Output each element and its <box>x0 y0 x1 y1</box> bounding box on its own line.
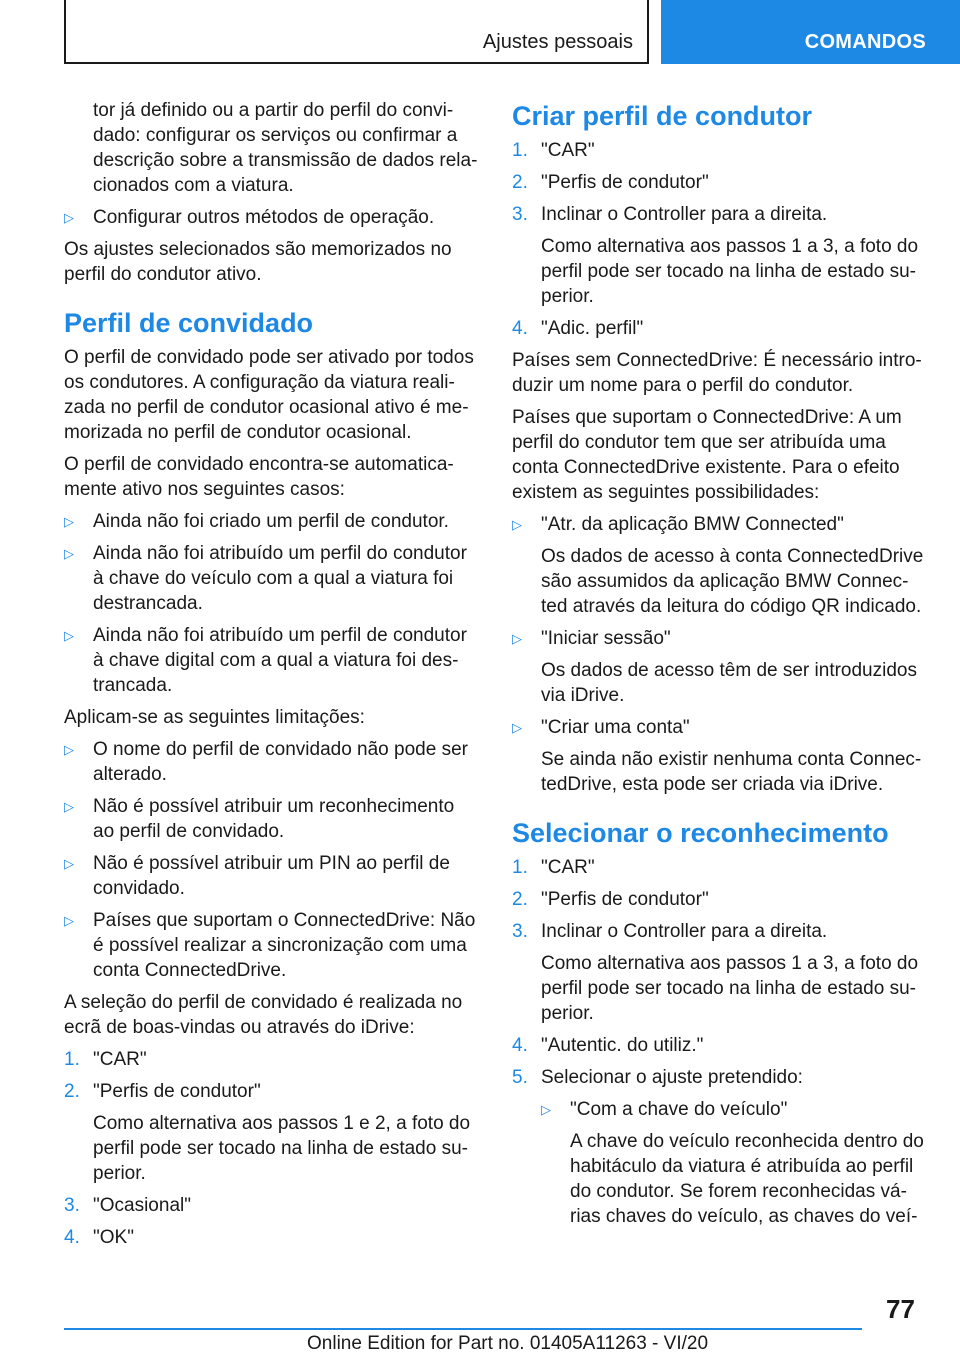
guest-profile-heading: Perfil de convidado <box>64 308 314 338</box>
step-item: 5. Selecionar o ajuste pretendido: <box>512 1067 803 1088</box>
option-note: Se ainda não existir nenhuma conta Connec-tedDrive, esta pode ser criada via iDrive. <box>541 749 922 795</box>
selection-paragraph: A seleção do perfil de convidado é realizada no ecrã de boas-vindas ou através do iDrive: <box>64 992 463 1038</box>
select-recognition-heading: Selecionar o reconhecimento <box>512 818 889 848</box>
header-section-box <box>64 0 649 64</box>
list-item: ▷ Não é possível atribuir um PIN ao perfil de convidado. <box>64 853 450 899</box>
no-connecteddrive-paragraph: Países sem ConnectedDrive: É necessário intro-duzir um nome para o perfil do condutor. <box>512 350 922 396</box>
list-item: ▷ "Iniciar sessão" <box>512 628 671 649</box>
triangle-bullet-icon: ▷ <box>64 546 74 561</box>
triangle-bullet-icon: ▷ <box>512 720 522 735</box>
left-column <box>64 98 480 1257</box>
step-item: 2. "Perfis de condutor" <box>64 1081 261 1102</box>
header-chapter-tab <box>661 0 960 64</box>
header-chapter-title: COMANDOS <box>804 31 926 53</box>
guest-paragraph-1: O perfil de convidado pode ser ativado por todos os condutores. A configuração da viatura reali-zada no perfil de condutor ocasional ativo é me-morizada no perfil de condutor ocasional. <box>64 347 474 443</box>
step-number: 1. <box>512 140 528 161</box>
guest-paragraph-2: O perfil de convidado encontra-se automatica-mente ativo nos seguintes casos: <box>64 454 454 500</box>
list-item: ▷ Países que suportam o ConnectedDrive: Não é possível realizar a sincronização com uma conta ConnectedDrive. <box>64 910 476 981</box>
list-item: ▷ Ainda não foi atribuído um perfil de condutor à chave digital com a qual a viatura foi des-trancada. <box>64 625 467 696</box>
sub-option-note: A chave do veículo reconhecida dentro do habitáculo da viatura é atribuída ao perfil do condutor. Se forem reconhecidas vá-rias chaves do veículo, as chaves do veí- <box>570 1131 924 1227</box>
list-item: ▷ Ainda não foi atribuído um perfil do condutor à chave do veículo com a qual a viatura foi destrancada. <box>64 543 467 614</box>
page-number: 77 <box>886 1294 915 1324</box>
step-item: 3. Inclinar o Controller para a direita. <box>512 921 828 942</box>
step-number: 4. <box>64 1227 80 1248</box>
right-column <box>512 98 932 1236</box>
list-item: ▷ Configurar outros métodos de operação. <box>64 207 435 228</box>
step-item: 2. "Perfis de condutor" <box>512 172 709 193</box>
step-number: 3. <box>64 1195 80 1216</box>
step-item: 2. "Perfis de condutor" <box>512 889 709 910</box>
triangle-bullet-icon: ▷ <box>64 628 74 643</box>
step-note: Como alternativa aos passos 1 e 2, a foto do perfil pode ser tocado na linha de estado su-perior. <box>93 1113 471 1184</box>
step-note: Como alternativa aos passos 1 a 3, a foto do perfil pode ser tocado na linha de estado su-perior. <box>541 953 919 1024</box>
step-number: 2. <box>512 889 528 910</box>
step-number: 3. <box>512 204 528 225</box>
intro-paragraph: tor já definido ou a partir do perfil do convi- dado: configurar os serviços ou confirmar a descrição sobre a transmissão de dados rela- cionados com a viatura. <box>93 100 478 196</box>
step-number: 4. <box>512 1035 528 1056</box>
list-item: ▷ O nome do perfil de convidado não pode ser alterado. <box>64 739 468 785</box>
create-profile-heading: Criar perfil de condutor <box>512 101 813 131</box>
step-number: 2. <box>512 172 528 193</box>
step-number: 3. <box>512 921 528 942</box>
header-section-title: Ajustes pessoais <box>482 31 633 53</box>
with-connecteddrive-paragraph: Países que suportam o ConnectedDrive: A um perfil do condutor tem que ser atribuída uma conta ConnectedDrive existente. Para o efeito existem as seguintes possibilidades: <box>512 407 902 503</box>
list-item: ▷ Ainda não foi criado um perfil de condutor. <box>64 511 449 532</box>
step-item: 4. "OK" <box>64 1227 134 1248</box>
list-item: ▷ Não é possível atribuir um reconhecimento ao perfil de convidado. <box>64 796 455 842</box>
triangle-bullet-icon: ▷ <box>512 517 522 532</box>
triangle-bullet-icon: ▷ <box>541 1102 551 1117</box>
step-item: 3. Inclinar o Controller para a direita. <box>512 204 828 225</box>
option-note: Os dados de acesso à conta ConnectedDrive são assumidos da aplicação BMW Connec-ted através da leitura do código QR indicado. <box>541 546 924 617</box>
list-item: ▷ "Criar uma conta" <box>512 717 690 738</box>
list-item: ▷ "Com a chave do veículo" <box>541 1099 788 1120</box>
step-item: 1. "CAR" <box>64 1049 147 1070</box>
triangle-bullet-icon: ▷ <box>64 210 74 225</box>
footer-edition: Online Edition for Part no. 01405A11263 - VI/20 <box>307 1333 709 1354</box>
triangle-bullet-icon: ▷ <box>64 742 74 757</box>
step-item: 4. "Autentic. do utiliz." <box>512 1035 704 1056</box>
step-number: 1. <box>512 857 528 878</box>
list-item: ▷ "Atr. da aplicação BMW Connected" <box>512 514 844 535</box>
step-note: Como alternativa aos passos 1 a 3, a foto do perfil pode ser tocado na linha de estado su-perior. <box>541 236 919 307</box>
step-number: 5. <box>512 1067 528 1088</box>
option-note: Os dados de acesso têm de ser introduzidos via iDrive. <box>541 660 917 706</box>
step-number: 1. <box>64 1049 80 1070</box>
step-item: 4. "Adic. perfil" <box>512 318 644 339</box>
step-number: 2. <box>64 1081 80 1102</box>
triangle-bullet-icon: ▷ <box>512 631 522 646</box>
triangle-bullet-icon: ▷ <box>64 913 74 928</box>
step-number: 4. <box>512 318 528 339</box>
memorized-paragraph: Os ajustes selecionados são memorizados no perfil do condutor ativo. <box>64 239 452 285</box>
limits-intro: Aplicam-se as seguintes limitações: <box>64 707 365 728</box>
step-item: 3. "Ocasional" <box>64 1195 191 1216</box>
triangle-bullet-icon: ▷ <box>64 799 74 814</box>
triangle-bullet-icon: ▷ <box>64 856 74 871</box>
triangle-bullet-icon: ▷ <box>64 514 74 529</box>
step-item: 1. "CAR" <box>512 857 595 878</box>
step-item: 1. "CAR" <box>512 140 595 161</box>
